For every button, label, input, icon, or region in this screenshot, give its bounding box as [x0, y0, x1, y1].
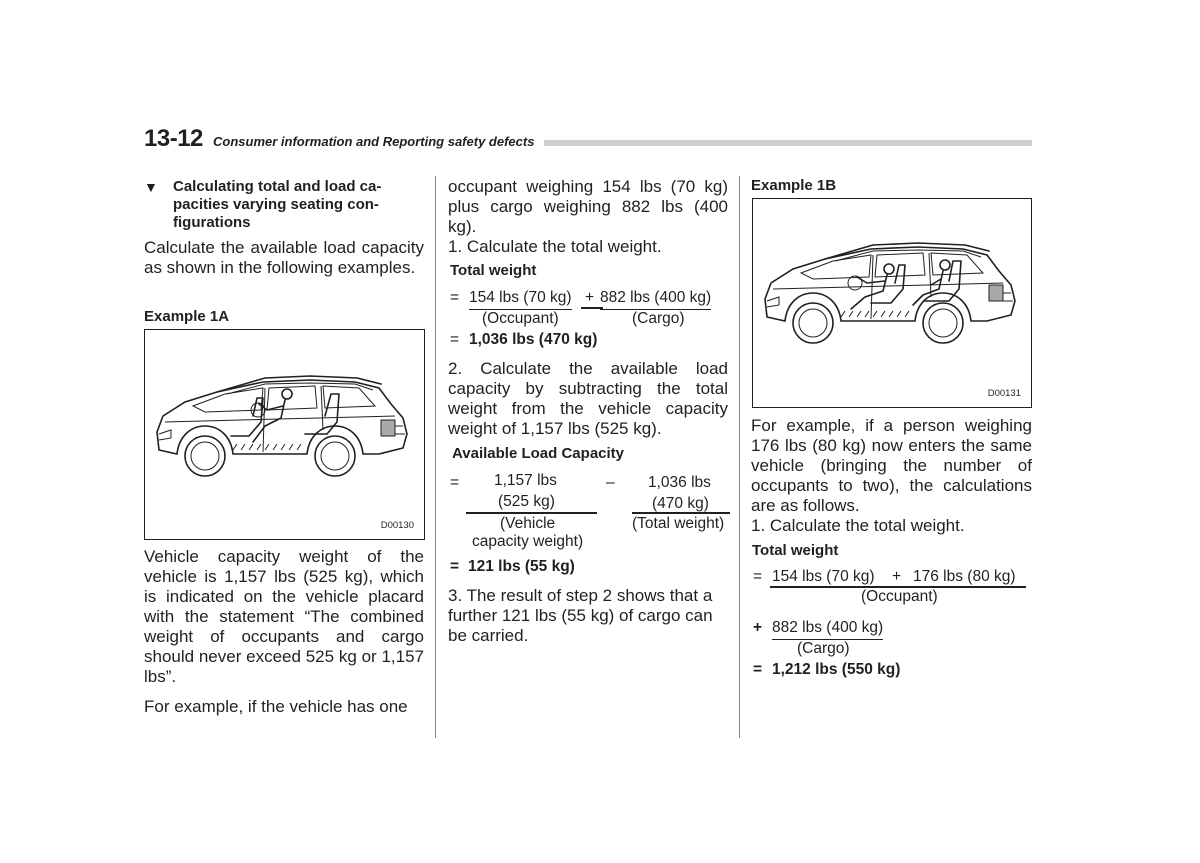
eq1-label2: (Cargo) — [632, 310, 685, 327]
figure-code: D00131 — [987, 388, 1021, 399]
figure-example-1a — [144, 329, 425, 540]
eq2-a-label1: (Vehicle — [500, 515, 556, 532]
eq2-a-lbs: 1,157 lbs — [494, 472, 557, 489]
eq1-plus: + — [585, 289, 595, 306]
eq1-term2: 882 lbs (400 kg) — [600, 288, 711, 310]
bullet-triangle-icon: ▼ — [144, 179, 158, 195]
eq2-a-kg: (525 kg) — [498, 493, 555, 510]
example-1a-label: Example 1A — [144, 308, 230, 325]
eq3-plus: + — [892, 568, 902, 585]
step-1: 1. Calculate the total weight. — [448, 237, 662, 256]
figure-example-1b — [752, 198, 1032, 408]
heading-line: pacities varying seating con- — [173, 196, 379, 213]
eq1-result: 1,036 lbs (470 kg) — [469, 331, 598, 348]
car-side-with-driver-icon — [145, 330, 424, 510]
eq3-result-op: = — [753, 661, 763, 678]
step-3: 3. The result of step 2 shows that a further 121 lbs (55 kg) of cargo can be carried. — [448, 586, 713, 645]
eq2-a-label2: capacity weight) — [472, 533, 584, 550]
second-person-paragraph: For example, if a person weighing 176 lbs (80 kg) now enters the same vehicle (bringing the number of occupants to two), the calculations are as follows. — [751, 416, 1032, 515]
eq2-result: 121 lbs (55 kg) — [468, 558, 575, 575]
page-number: 13-12 — [144, 125, 203, 152]
eq2-op: = — [450, 474, 460, 491]
example-paragraph-start: For example, if the vehicle has one — [144, 697, 408, 716]
section-heading — [173, 178, 423, 232]
available-capacity-label: Available Load Capacity — [452, 445, 625, 462]
eq3-term1: 154 lbs (70 kg) — [772, 568, 875, 585]
eq3-label1: (Occupant) — [861, 588, 938, 605]
intro-paragraph: Calculate the available load capacity as shown in the following examples. — [144, 238, 424, 277]
eq2-result-op: = — [450, 558, 460, 575]
step-1-b: 1. Calculate the total weight. — [751, 516, 965, 535]
heading-line: Calculating total and load ca- — [173, 178, 382, 195]
eq1-result-op: = — [450, 331, 460, 348]
example-1b-label: Example 1B — [751, 177, 837, 194]
eq1-op: = — [450, 289, 460, 306]
eq1-underline-join — [581, 307, 603, 309]
step-2: 2. Calculate the available load capacity by subtracting the total weight from the vehicle capacity weight of 1,157 lbs (525 kg). — [448, 359, 728, 438]
eq1-label1: (Occupant) — [482, 310, 559, 327]
capacity-paragraph: Vehicle capacity weight of the vehicle is 1,157 lbs (525 kg), which is indicated on the vehicle placard with the statement “The combined weight of occupants and cargo should never exceed 525 kg or 1,157 lbs”. — [144, 547, 424, 686]
eq3-op: = — [753, 568, 763, 585]
eq1-term1: 154 lbs (70 kg) — [469, 288, 572, 310]
eq2-b-label: (Total weight) — [632, 515, 725, 532]
eq3-label2: (Cargo) — [797, 640, 850, 657]
car-side-with-two-occupants-icon — [753, 199, 1031, 379]
eq3-term2: 176 lbs (80 kg) — [913, 568, 1016, 585]
eq2-b-kg: (470 kg) — [652, 495, 709, 512]
occupant-paragraph: occupant weighing 154 lbs (70 kg) plus cargo weighing 882 lbs (400 kg). — [448, 177, 728, 236]
heading-line: figurations — [173, 214, 251, 231]
column-divider-1 — [435, 176, 436, 738]
eq3-plus2: + — [753, 619, 763, 636]
eq3-result: 1,212 lbs (550 kg) — [772, 661, 901, 678]
eq2-minus: – — [606, 474, 615, 491]
section-title: Consumer information and Reporting safety defects — [213, 134, 535, 149]
eq3-term3: 882 lbs (400 kg) — [772, 618, 883, 640]
eq2-b-lbs: 1,036 lbs — [648, 474, 711, 491]
figure-code: D00130 — [380, 520, 414, 531]
column-divider-2 — [739, 176, 740, 738]
total-weight-label-b: Total weight — [752, 542, 839, 559]
total-weight-label: Total weight — [450, 262, 537, 279]
